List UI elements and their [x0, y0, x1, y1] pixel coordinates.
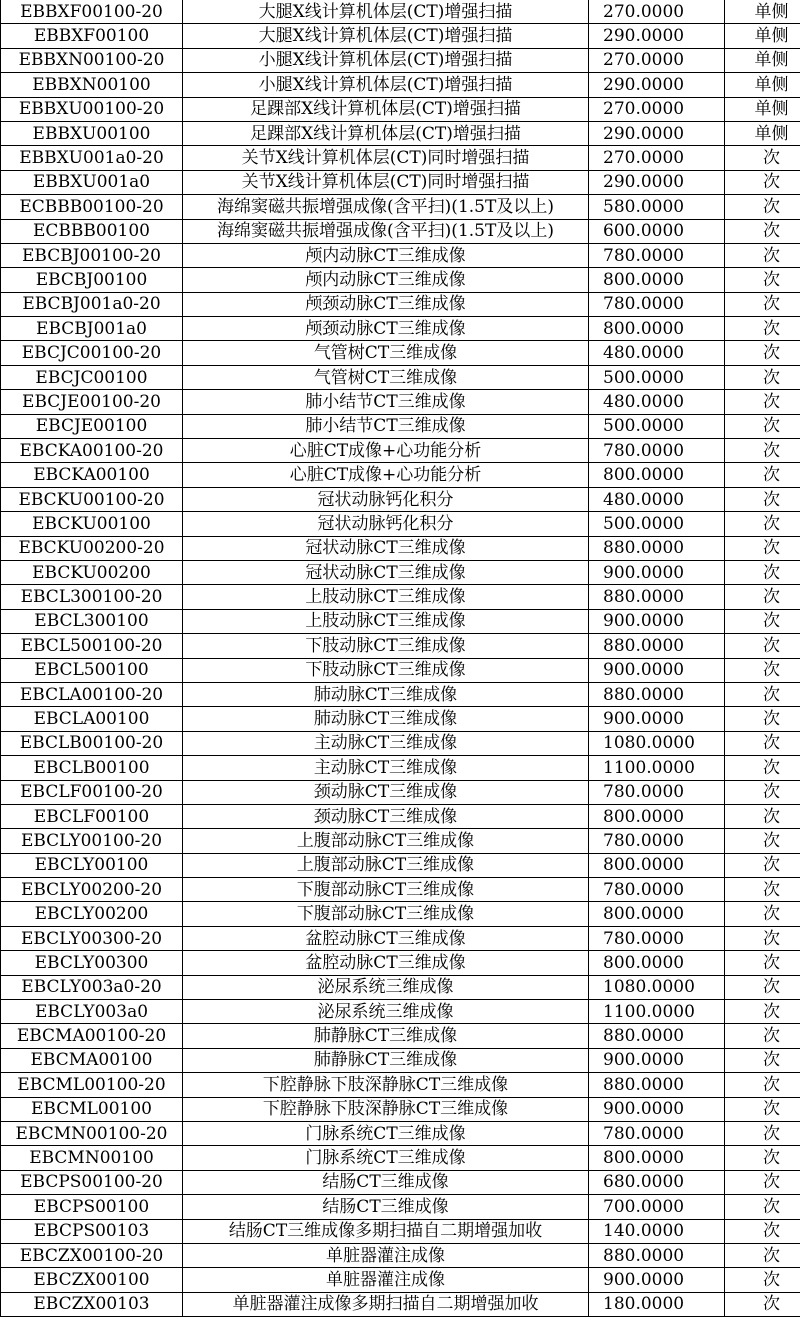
cell-unit: 次 [725, 1048, 800, 1072]
cell-code: EBCLY00300-20 [1, 926, 183, 950]
cell-code: EBCL500100 [1, 658, 183, 682]
cell-price: 780.0000 [589, 780, 725, 804]
cell-price: 900.0000 [589, 1097, 725, 1121]
cell-code: EBCZX00100 [1, 1268, 183, 1292]
cell-unit: 次 [725, 512, 800, 536]
cell-item-name: 结肠CT三维成像 [183, 1170, 589, 1194]
cell-price: 880.0000 [589, 1073, 725, 1097]
cell-price: 800.0000 [589, 268, 725, 292]
table-row [1, 463, 800, 487]
table-row [1, 1000, 800, 1024]
cell-item-name: 冠状动脉CT三维成像 [183, 536, 589, 560]
cell-unit: 次 [725, 1170, 800, 1194]
cell-item-name: 肺静脉CT三维成像 [183, 1048, 589, 1072]
cell-code: EBCLA00100 [1, 707, 183, 731]
table-row [1, 853, 800, 877]
cell-item-name: 上肢动脉CT三维成像 [183, 585, 589, 609]
cell-price: 780.0000 [589, 243, 725, 267]
cell-price: 880.0000 [589, 682, 725, 706]
cell-code: EBCBJ00100-20 [1, 243, 183, 267]
cell-item-name: 门脉系统CT三维成像 [183, 1121, 589, 1145]
cell-item-name: 颅内动脉CT三维成像 [183, 243, 589, 267]
cell-item-name: 足踝部X线计算机体层(CT)增强扫描 [183, 121, 589, 145]
cell-code: EBCLY00200 [1, 902, 183, 926]
cell-unit: 单侧 [725, 48, 800, 72]
cell-price: 780.0000 [589, 439, 725, 463]
table-row [1, 658, 800, 682]
cell-item-name: 盆腔动脉CT三维成像 [183, 926, 589, 950]
table-row [1, 512, 800, 536]
cell-unit: 次 [725, 1146, 800, 1170]
cell-unit: 次 [725, 682, 800, 706]
cell-unit: 次 [725, 609, 800, 633]
cell-unit: 次 [725, 195, 800, 219]
cell-price: 880.0000 [589, 536, 725, 560]
table-row [1, 292, 800, 316]
cell-item-name: 单脏器灌注成像多期扫描自二期增强加收 [183, 1292, 589, 1316]
cell-item-name: 颅颈动脉CT三维成像 [183, 317, 589, 341]
cell-item-name: 颅内动脉CT三维成像 [183, 268, 589, 292]
table-row [1, 926, 800, 950]
cell-unit: 次 [725, 853, 800, 877]
cell-unit: 次 [725, 268, 800, 292]
cell-unit: 次 [725, 365, 800, 389]
cell-unit: 次 [725, 1121, 800, 1145]
table-row [1, 365, 800, 389]
cell-item-name: 结肠CT三维成像 [183, 1195, 589, 1219]
cell-code: EBCLY003a0 [1, 1000, 183, 1024]
table-row [1, 1195, 800, 1219]
cell-unit: 次 [725, 219, 800, 243]
cell-code: EBCLA00100-20 [1, 682, 183, 706]
cell-code: EBCKA00100 [1, 463, 183, 487]
cell-code: EBCJE00100-20 [1, 390, 183, 414]
cell-price: 580.0000 [589, 195, 725, 219]
cell-item-name: 颈动脉CT三维成像 [183, 804, 589, 828]
table-row [1, 585, 800, 609]
cell-unit: 次 [725, 1073, 800, 1097]
cell-item-name: 关节X线计算机体层(CT)同时增强扫描 [183, 146, 589, 170]
cell-item-name: 肺小结节CT三维成像 [183, 414, 589, 438]
cell-price: 1100.0000 [589, 1000, 725, 1024]
cell-code: EBCJC00100 [1, 365, 183, 389]
cell-price: 290.0000 [589, 121, 725, 145]
cell-price: 900.0000 [589, 1268, 725, 1292]
table-row [1, 1024, 800, 1048]
cell-price: 500.0000 [589, 512, 725, 536]
cell-price: 680.0000 [589, 1170, 725, 1194]
table-body [1, 0, 800, 1317]
cell-unit: 次 [725, 1000, 800, 1024]
cell-price: 600.0000 [589, 219, 725, 243]
cell-unit: 次 [725, 1268, 800, 1292]
cell-unit: 次 [725, 317, 800, 341]
cell-unit: 次 [725, 804, 800, 828]
cell-price: 180.0000 [589, 1292, 725, 1316]
cell-item-name: 冠状动脉钙化积分 [183, 487, 589, 511]
cell-price: 900.0000 [589, 658, 725, 682]
table-row [1, 536, 800, 560]
cell-code: EBCMA00100-20 [1, 1024, 183, 1048]
cell-price: 290.0000 [589, 73, 725, 97]
cell-code: EBBXN00100-20 [1, 48, 183, 72]
cell-item-name: 冠状动脉CT三维成像 [183, 560, 589, 584]
table-row [1, 121, 800, 145]
table-row [1, 1219, 800, 1243]
cell-item-name: 大腿X线计算机体层(CT)增强扫描 [183, 24, 589, 48]
table-row [1, 243, 800, 267]
cell-item-name: 关节X线计算机体层(CT)同时增强扫描 [183, 170, 589, 194]
cell-item-name: 下腔静脉下肢深静脉CT三维成像 [183, 1097, 589, 1121]
cell-item-name: 下腔静脉下肢深静脉CT三维成像 [183, 1073, 589, 1097]
cell-price: 780.0000 [589, 829, 725, 853]
cell-code: EBCKU00200-20 [1, 536, 183, 560]
cell-item-name: 上腹部动脉CT三维成像 [183, 853, 589, 877]
cell-code: EBCKA00100-20 [1, 439, 183, 463]
cell-price: 1080.0000 [589, 731, 725, 755]
cell-unit: 单侧 [725, 97, 800, 121]
cell-price: 800.0000 [589, 463, 725, 487]
cell-price: 800.0000 [589, 902, 725, 926]
table-row [1, 487, 800, 511]
cell-unit: 次 [725, 878, 800, 902]
cell-code: EBCZX00103 [1, 1292, 183, 1316]
cell-item-name: 单脏器灌注成像 [183, 1243, 589, 1267]
cell-item-name: 大腿X线计算机体层(CT)增强扫描 [183, 0, 589, 24]
table-row [1, 1292, 800, 1316]
table-row [1, 317, 800, 341]
cell-unit: 次 [725, 1097, 800, 1121]
cell-item-name: 下肢动脉CT三维成像 [183, 634, 589, 658]
table-row [1, 829, 800, 853]
cell-code: EBBXU00100-20 [1, 97, 183, 121]
cell-unit: 次 [725, 585, 800, 609]
cell-price: 880.0000 [589, 1024, 725, 1048]
cell-item-name: 肺动脉CT三维成像 [183, 682, 589, 706]
cell-price: 880.0000 [589, 1243, 725, 1267]
cell-unit: 次 [725, 658, 800, 682]
cell-price: 500.0000 [589, 365, 725, 389]
table-row [1, 73, 800, 97]
cell-code: EBCPS00103 [1, 1219, 183, 1243]
cell-unit: 次 [725, 146, 800, 170]
cell-item-name: 泌尿系统三维成像 [183, 975, 589, 999]
cell-unit: 次 [725, 341, 800, 365]
table-row [1, 268, 800, 292]
cell-unit: 次 [725, 170, 800, 194]
cell-unit: 次 [725, 975, 800, 999]
cell-code: EBCLB00100 [1, 756, 183, 780]
cell-item-name: 颅颈动脉CT三维成像 [183, 292, 589, 316]
cell-code: EBCLB00100-20 [1, 731, 183, 755]
cell-code: EBCML00100-20 [1, 1073, 183, 1097]
cell-price: 700.0000 [589, 1195, 725, 1219]
cell-price: 800.0000 [589, 951, 725, 975]
cell-price: 900.0000 [589, 560, 725, 584]
cell-code: EBCLY00100-20 [1, 829, 183, 853]
cell-unit: 次 [725, 536, 800, 560]
table-row [1, 1097, 800, 1121]
table-row [1, 1243, 800, 1267]
cell-unit: 单侧 [725, 0, 800, 24]
cell-item-name: 心脏CT成像+心功能分析 [183, 463, 589, 487]
cell-price: 780.0000 [589, 926, 725, 950]
cell-item-name: 肺静脉CT三维成像 [183, 1024, 589, 1048]
cell-code: EBCLY00300 [1, 951, 183, 975]
table-row [1, 1048, 800, 1072]
cell-code: EBCL300100 [1, 609, 183, 633]
cell-price: 800.0000 [589, 317, 725, 341]
table-row [1, 804, 800, 828]
cell-unit: 次 [725, 414, 800, 438]
cell-item-name: 主动脉CT三维成像 [183, 731, 589, 755]
cell-item-name: 气管树CT三维成像 [183, 365, 589, 389]
cell-unit: 次 [725, 390, 800, 414]
cell-price: 500.0000 [589, 414, 725, 438]
cell-item-name: 颈动脉CT三维成像 [183, 780, 589, 804]
cell-unit: 次 [725, 926, 800, 950]
cell-item-name: 下腹部动脉CT三维成像 [183, 902, 589, 926]
cell-code: EBBXF00100-20 [1, 0, 183, 24]
cell-unit: 次 [725, 1024, 800, 1048]
cell-item-name: 主动脉CT三维成像 [183, 756, 589, 780]
cell-code: EBCBJ00100 [1, 268, 183, 292]
cell-unit: 次 [725, 634, 800, 658]
table-row [1, 951, 800, 975]
cell-price: 290.0000 [589, 170, 725, 194]
cell-item-name: 肺动脉CT三维成像 [183, 707, 589, 731]
cell-code: EBCKU00200 [1, 560, 183, 584]
cell-item-name: 海绵窦磁共振增强成像(含平扫)(1.5T及以上) [183, 219, 589, 243]
table-row [1, 756, 800, 780]
table-row [1, 341, 800, 365]
cell-item-name: 盆腔动脉CT三维成像 [183, 951, 589, 975]
cell-item-name: 下腹部动脉CT三维成像 [183, 878, 589, 902]
table-row [1, 170, 800, 194]
cell-price: 880.0000 [589, 585, 725, 609]
cell-item-name: 泌尿系统三维成像 [183, 1000, 589, 1024]
cell-price: 140.0000 [589, 1219, 725, 1243]
cell-unit: 次 [725, 1243, 800, 1267]
cell-code: EBCLY00200-20 [1, 878, 183, 902]
cell-code: EBCJE00100 [1, 414, 183, 438]
cell-code: EBBXN00100 [1, 73, 183, 97]
table-row [1, 1121, 800, 1145]
cell-price: 270.0000 [589, 97, 725, 121]
cell-price: 1100.0000 [589, 756, 725, 780]
table-row [1, 1146, 800, 1170]
cell-unit: 单侧 [725, 24, 800, 48]
table-row [1, 731, 800, 755]
table-row [1, 97, 800, 121]
cell-code: EBCLF00100 [1, 804, 183, 828]
cell-code: ECBBB00100-20 [1, 195, 183, 219]
cell-code: EBCMN00100 [1, 1146, 183, 1170]
table-row [1, 1073, 800, 1097]
cell-code: EBCPS00100 [1, 1195, 183, 1219]
cell-item-name: 气管树CT三维成像 [183, 341, 589, 365]
table-row [1, 609, 800, 633]
cell-code: EBCPS00100-20 [1, 1170, 183, 1194]
cell-unit: 次 [725, 829, 800, 853]
table-row [1, 414, 800, 438]
cell-item-name: 冠状动脉钙化积分 [183, 512, 589, 536]
table-row [1, 195, 800, 219]
cell-item-name: 单脏器灌注成像 [183, 1268, 589, 1292]
cell-price: 290.0000 [589, 24, 725, 48]
cell-price: 270.0000 [589, 146, 725, 170]
cell-code: EBCMN00100-20 [1, 1121, 183, 1145]
cell-item-name: 海绵窦磁共振增强成像(含平扫)(1.5T及以上) [183, 195, 589, 219]
cell-code: EBCL500100-20 [1, 634, 183, 658]
table-row [1, 682, 800, 706]
cell-code: EBCLF00100-20 [1, 780, 183, 804]
cell-price: 780.0000 [589, 1121, 725, 1145]
cell-unit: 次 [725, 1219, 800, 1243]
table-row [1, 0, 800, 24]
cell-code: EBBXU001a0-20 [1, 146, 183, 170]
cell-unit: 次 [725, 707, 800, 731]
cell-unit: 次 [725, 243, 800, 267]
cell-price: 900.0000 [589, 707, 725, 731]
cell-code: EBBXU00100 [1, 121, 183, 145]
cell-item-name: 结肠CT三维成像多期扫描自二期增强加收 [183, 1219, 589, 1243]
cell-unit: 次 [725, 439, 800, 463]
cell-unit: 次 [725, 780, 800, 804]
table-row [1, 975, 800, 999]
cell-price: 880.0000 [589, 634, 725, 658]
cell-code: EBCLY003a0-20 [1, 975, 183, 999]
cell-code: EBBXU001a0 [1, 170, 183, 194]
table-row [1, 634, 800, 658]
cell-price: 800.0000 [589, 853, 725, 877]
cell-unit: 次 [725, 951, 800, 975]
table-row [1, 780, 800, 804]
cell-price: 480.0000 [589, 487, 725, 511]
cell-item-name: 上肢动脉CT三维成像 [183, 609, 589, 633]
cell-item-name: 上腹部动脉CT三维成像 [183, 829, 589, 853]
cell-unit: 次 [725, 560, 800, 584]
cell-unit: 单侧 [725, 121, 800, 145]
cell-code: EBCJC00100-20 [1, 341, 183, 365]
cell-code: EBCMA00100 [1, 1048, 183, 1072]
cell-price: 1080.0000 [589, 975, 725, 999]
table-row [1, 24, 800, 48]
cell-code: EBCBJ001a0-20 [1, 292, 183, 316]
cell-code: EBBXF00100 [1, 24, 183, 48]
cell-item-name: 下肢动脉CT三维成像 [183, 658, 589, 682]
table-row [1, 219, 800, 243]
cell-unit: 次 [725, 1292, 800, 1316]
table-row [1, 439, 800, 463]
cell-code: EBCBJ001a0 [1, 317, 183, 341]
cell-item-name: 心脏CT成像+心功能分析 [183, 439, 589, 463]
cell-price: 780.0000 [589, 878, 725, 902]
table-row [1, 707, 800, 731]
cell-code: EBCZX00100-20 [1, 1243, 183, 1267]
cell-unit: 次 [725, 292, 800, 316]
table-row [1, 146, 800, 170]
cell-code: EBCL300100-20 [1, 585, 183, 609]
cell-price: 800.0000 [589, 804, 725, 828]
cell-code: EBCML00100 [1, 1097, 183, 1121]
cell-price: 800.0000 [589, 1146, 725, 1170]
table-row [1, 390, 800, 414]
cell-code: EBCKU00100-20 [1, 487, 183, 511]
cell-code: EBCLY00100 [1, 853, 183, 877]
cell-price: 900.0000 [589, 609, 725, 633]
cell-item-name: 小腿X线计算机体层(CT)增强扫描 [183, 48, 589, 72]
cell-price: 900.0000 [589, 1048, 725, 1072]
cell-item-name: 足踝部X线计算机体层(CT)增强扫描 [183, 97, 589, 121]
cell-unit: 次 [725, 902, 800, 926]
cell-item-name: 肺小结节CT三维成像 [183, 390, 589, 414]
table-row [1, 878, 800, 902]
cell-price: 780.0000 [589, 292, 725, 316]
table-row [1, 1268, 800, 1292]
cell-unit: 次 [725, 731, 800, 755]
table-row [1, 48, 800, 72]
cell-unit: 次 [725, 1195, 800, 1219]
cell-price: 480.0000 [589, 390, 725, 414]
cell-unit: 次 [725, 463, 800, 487]
cell-unit: 单侧 [725, 73, 800, 97]
cell-unit: 次 [725, 487, 800, 511]
cell-price: 480.0000 [589, 341, 725, 365]
cell-price: 270.0000 [589, 0, 725, 24]
cell-code: ECBBB00100 [1, 219, 183, 243]
table-row [1, 902, 800, 926]
cell-unit: 次 [725, 756, 800, 780]
cell-item-name: 小腿X线计算机体层(CT)增强扫描 [183, 73, 589, 97]
cell-price: 270.0000 [589, 48, 725, 72]
table-row [1, 560, 800, 584]
cell-item-name: 门脉系统CT三维成像 [183, 1146, 589, 1170]
table-row [1, 1170, 800, 1194]
cell-code: EBCKU00100 [1, 512, 183, 536]
